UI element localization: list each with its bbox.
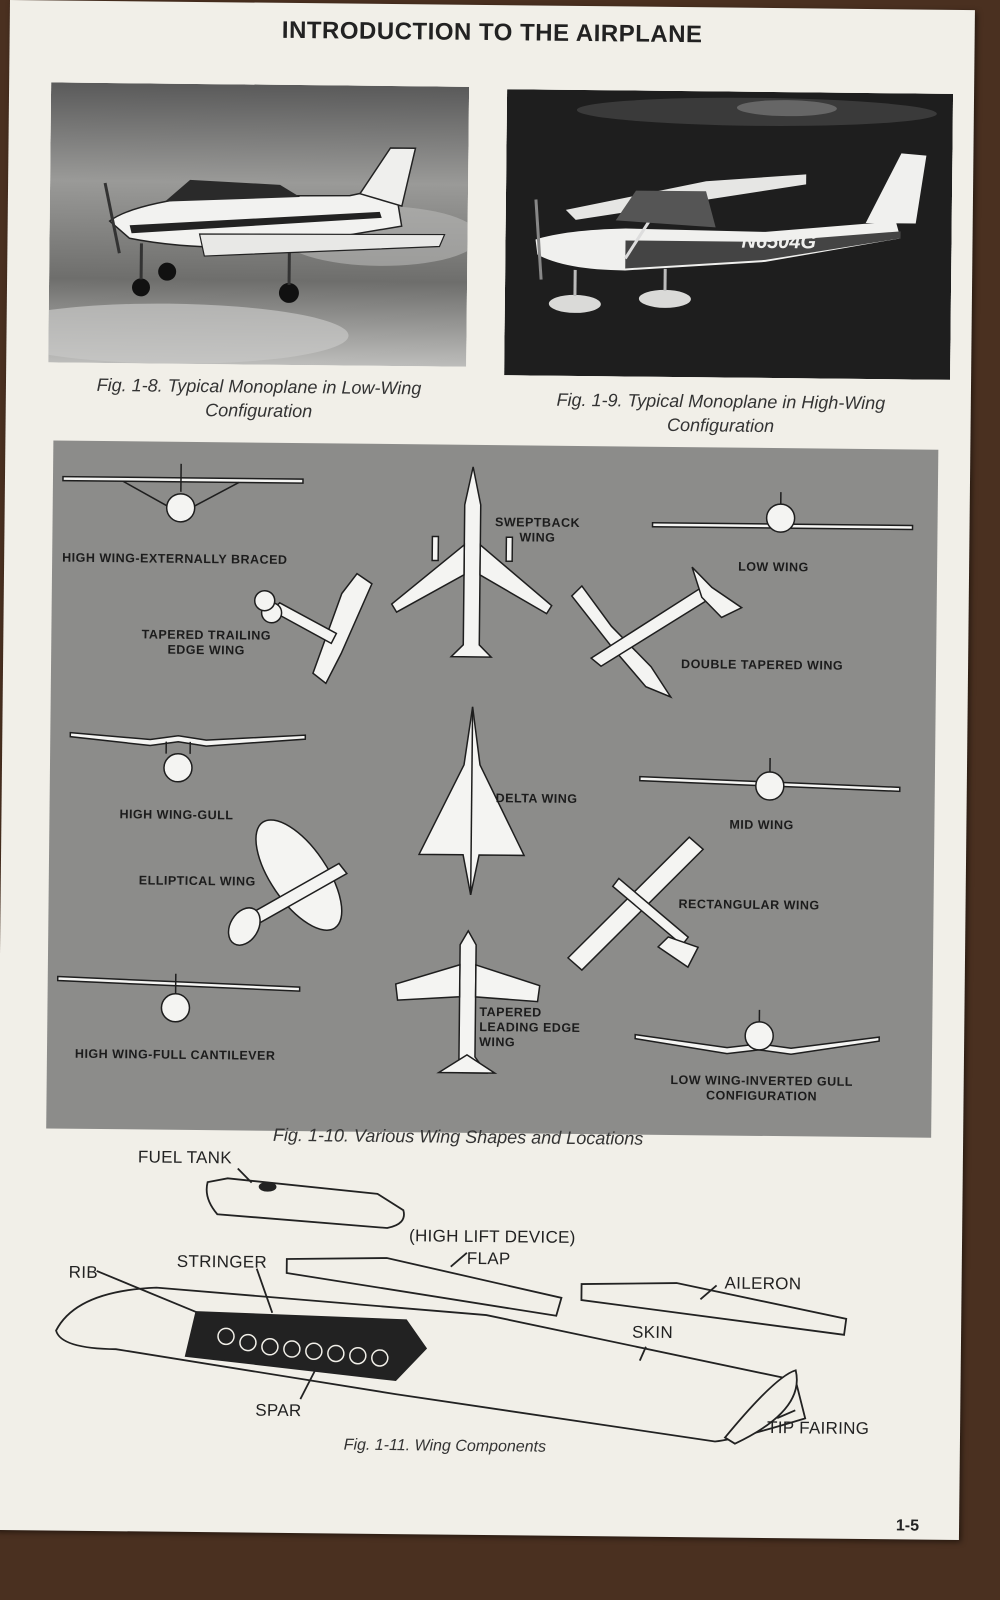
label-high-braced: HIGH WING-EXTERNALLY BRACED [62, 550, 288, 567]
label-low-inverted-gull: LOW WING-INVERTED GULL CONFIGURATION [670, 1072, 854, 1104]
label-tip-fairing: TIP FAIRING [766, 1418, 870, 1439]
label-low: LOW WING [738, 559, 809, 575]
label-high-lift: (HIGH LIFT DEVICE) [408, 1226, 576, 1247]
double-tapered-drawing [571, 566, 742, 698]
fig10-caption: Fig. 1-10. Various Wing Shapes and Locations [272, 1124, 644, 1149]
registration-number: N6504G [741, 230, 817, 254]
high-cantilever-drawing [57, 973, 299, 1024]
label-stringer: STRINGER [176, 1251, 268, 1272]
label-high-gull: HIGH WING-GULL [119, 807, 234, 823]
swept-drawing [391, 466, 553, 658]
high-gull-drawing [70, 733, 305, 783]
label-elliptical: ELLIPTICAL WING [138, 873, 256, 889]
label-high-cantilever: HIGH WING-FULL CANTILEVER [74, 1046, 276, 1063]
label-fuel-tank: FUEL TANK [137, 1147, 233, 1168]
low-wing-drawing [652, 491, 912, 534]
label-spar: SPAR [255, 1400, 302, 1421]
page-number: 1-5 [895, 1517, 920, 1535]
label-swept: SWEPTBACK WING [494, 515, 581, 545]
wing-shapes-panel [46, 440, 938, 1137]
fig9-caption: Fig. 1-9. Typical Monoplane in High-Wing Configuration [556, 389, 886, 437]
low-wing-photo [48, 82, 469, 366]
label-rectangular: RECTANGULAR WING [678, 897, 820, 913]
label-rib: RIB [68, 1262, 99, 1282]
label-skin: SKIN [631, 1322, 674, 1343]
tapered-leading-drawing [395, 930, 540, 1074]
label-tapered-leading: TAPERED LEADING EDGE WING [479, 1004, 581, 1050]
label-delta: DELTA WING [495, 791, 578, 806]
fig11-caption: Fig. 1-11. Wing Components [343, 1436, 547, 1456]
high-wing-photo [504, 89, 953, 380]
label-flap: FLAP [466, 1248, 511, 1269]
high-braced-drawing [63, 463, 304, 524]
mid-wing-drawing [640, 757, 900, 802]
label-double-tapered: DOUBLE TAPERED WING [681, 657, 844, 673]
low-inverted-gull-drawing [635, 1009, 879, 1056]
label-aileron: AILERON [724, 1273, 802, 1294]
label-mid: MID WING [729, 817, 794, 833]
tapered-trailing-drawing [254, 573, 372, 684]
fig8-caption: Fig. 1-8. Typical Monoplane in Low-Wing Configuration [96, 374, 422, 422]
page-title: INTRODUCTION TO THE AIRPLANE [281, 16, 703, 49]
label-tapered-trailing: TAPERED TRAILING EDGE WING [141, 627, 272, 658]
